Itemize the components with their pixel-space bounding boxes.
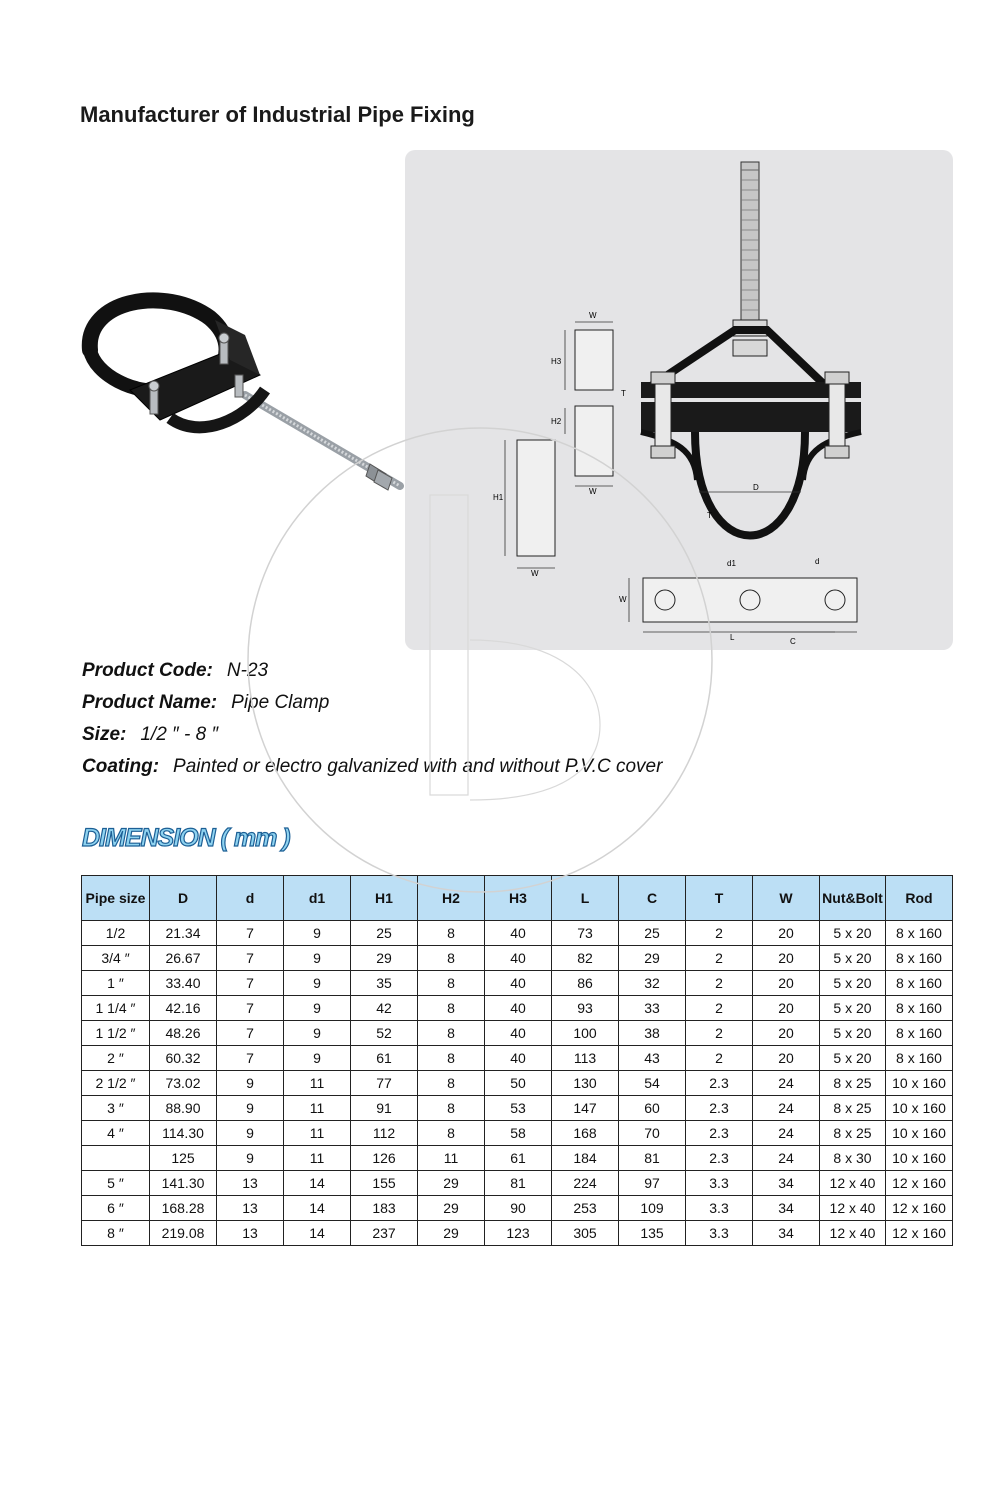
table-cell: 130: [552, 1071, 619, 1096]
table-cell: 2.3: [686, 1121, 753, 1146]
table-cell: 9: [284, 996, 351, 1021]
table-cell: 9: [284, 1046, 351, 1071]
table-cell: 13: [217, 1171, 284, 1196]
table-cell: 8 x 160: [886, 1021, 953, 1046]
technical-drawing-panel: [405, 150, 953, 650]
table-cell: [82, 1146, 150, 1171]
table-cell: 184: [552, 1146, 619, 1171]
table-cell: 7: [217, 921, 284, 946]
table-cell: 113: [552, 1046, 619, 1071]
table-cell: 20: [753, 1021, 820, 1046]
table-cell: 26.67: [150, 946, 217, 971]
table-cell: 8 x 160: [886, 921, 953, 946]
table-cell: 147: [552, 1096, 619, 1121]
table-cell: 29: [418, 1196, 485, 1221]
label-h3: H3: [551, 357, 562, 366]
table-cell: 9: [217, 1071, 284, 1096]
table-cell: 2 ″: [82, 1046, 150, 1071]
table-cell: 7: [217, 1046, 284, 1071]
label-w-bottom: W: [531, 569, 539, 578]
table-cell: 3/4 ″: [82, 946, 150, 971]
table-cell: 14: [284, 1171, 351, 1196]
table-cell: 10 x 160: [886, 1121, 953, 1146]
table-cell: 77: [351, 1071, 418, 1096]
label-w-top: W: [589, 311, 597, 320]
table-cell: 93: [552, 996, 619, 1021]
table-cell: 29: [418, 1221, 485, 1246]
table-cell: 24: [753, 1146, 820, 1171]
column-header: H3: [485, 876, 552, 921]
table-cell: 5 x 20: [820, 1021, 886, 1046]
table-cell: 20: [753, 921, 820, 946]
table-cell: 8 x 160: [886, 1046, 953, 1071]
table-cell: 135: [619, 1221, 686, 1246]
table-cell: 29: [418, 1171, 485, 1196]
table-cell: 40: [485, 1046, 552, 1071]
table-cell: 73.02: [150, 1071, 217, 1096]
table-cell: 60.32: [150, 1046, 217, 1071]
column-header: H2: [418, 876, 485, 921]
table-cell: 14: [284, 1221, 351, 1246]
product-size-row: [82, 724, 218, 746]
column-header: Nut&Bolt: [820, 876, 886, 921]
table-cell: 123: [485, 1221, 552, 1246]
label-w-mid: W: [589, 487, 597, 496]
table-cell: 8 x 160: [886, 946, 953, 971]
table-row: [82, 1171, 953, 1196]
table-cell: 12 x 160: [886, 1196, 953, 1221]
table-cell: 42: [351, 996, 418, 1021]
table-cell: 6 ″: [82, 1196, 150, 1221]
technical-drawing: [405, 150, 953, 650]
page-title: Manufacturer of Industrial Pipe Fixing: [80, 102, 475, 127]
label-t: T: [621, 389, 626, 398]
column-header: C: [619, 876, 686, 921]
table-cell: 1 1/4 ″: [82, 996, 150, 1021]
table-row: [82, 1021, 953, 1046]
table-row: [82, 1071, 953, 1096]
table-cell: 40: [485, 921, 552, 946]
table-row: [82, 1221, 953, 1246]
table-cell: 305: [552, 1221, 619, 1246]
label-h1: H1: [493, 493, 504, 502]
table-cell: 9: [284, 946, 351, 971]
table-row: [82, 1196, 953, 1221]
table-cell: 12 x 160: [886, 1221, 953, 1246]
table-cell: 2: [686, 921, 753, 946]
table-cell: 8: [418, 996, 485, 1021]
table-cell: 8: [418, 1096, 485, 1121]
table-cell: 34: [753, 1221, 820, 1246]
label-c: C: [790, 637, 796, 646]
table-cell: 20: [753, 971, 820, 996]
product-photo: [70, 280, 410, 520]
product-name-label: Product Name:: [82, 692, 218, 713]
table-cell: 2 1/2 ″: [82, 1071, 150, 1096]
table-row: [82, 971, 953, 996]
table-cell: 9: [217, 1096, 284, 1121]
table-row: [82, 1046, 953, 1071]
table-cell: 12 x 40: [820, 1171, 886, 1196]
table-cell: 8 x 160: [886, 996, 953, 1021]
table-cell: 20: [753, 996, 820, 1021]
table-cell: 12 x 40: [820, 1196, 886, 1221]
table-cell: 52: [351, 1021, 418, 1046]
dimension-table: [81, 875, 953, 1246]
table-cell: 3.3: [686, 1221, 753, 1246]
table-cell: 8: [418, 1071, 485, 1096]
table-cell: 50: [485, 1071, 552, 1096]
column-header: d: [217, 876, 284, 921]
table-cell: 114.30: [150, 1121, 217, 1146]
table-cell: 54: [619, 1071, 686, 1096]
table-cell: 81: [485, 1171, 552, 1196]
table-cell: 11: [284, 1071, 351, 1096]
product-name-row: [82, 692, 329, 714]
table-cell: 3 ″: [82, 1096, 150, 1121]
table-cell: 2.3: [686, 1096, 753, 1121]
product-code-row: [82, 660, 268, 682]
table-cell: 141.30: [150, 1171, 217, 1196]
label-t-arc: T: [707, 511, 712, 520]
table-cell: 8: [418, 971, 485, 996]
table-cell: 8: [418, 1121, 485, 1146]
table-cell: 60: [619, 1096, 686, 1121]
table-cell: 2.3: [686, 1071, 753, 1096]
table-cell: 7: [217, 1021, 284, 1046]
table-cell: 2: [686, 971, 753, 996]
table-cell: 38: [619, 1021, 686, 1046]
table-cell: 2: [686, 1046, 753, 1071]
table-cell: 168.28: [150, 1196, 217, 1221]
table-cell: 29: [351, 946, 418, 971]
table-cell: 11: [284, 1121, 351, 1146]
table-cell: 3.3: [686, 1196, 753, 1221]
table-cell: 10 x 160: [886, 1071, 953, 1096]
table-cell: 9: [217, 1121, 284, 1146]
table-cell: 29: [619, 946, 686, 971]
table-cell: 34: [753, 1196, 820, 1221]
table-cell: 8 x 160: [886, 971, 953, 996]
table-cell: 8: [418, 1046, 485, 1071]
table-cell: 20: [753, 946, 820, 971]
table-cell: 8: [418, 921, 485, 946]
table-cell: 58: [485, 1121, 552, 1146]
table-cell: 11: [284, 1096, 351, 1121]
column-header: T: [686, 876, 753, 921]
product-size-label: Size:: [82, 724, 127, 745]
table-cell: 8: [418, 946, 485, 971]
table-cell: 34: [753, 1171, 820, 1196]
column-header: Pipe size: [82, 876, 150, 921]
table-cell: 9: [284, 1021, 351, 1046]
table-cell: 33.40: [150, 971, 217, 996]
column-header: L: [552, 876, 619, 921]
table-cell: 8 x 25: [820, 1096, 886, 1121]
dimension-heading: DIMENSION ( mm ): [82, 824, 290, 852]
table-cell: 1/2: [82, 921, 150, 946]
table-cell: 12 x 160: [886, 1171, 953, 1196]
table-cell: 183: [351, 1196, 418, 1221]
table-cell: 14: [284, 1196, 351, 1221]
table-row: [82, 1096, 953, 1121]
product-coating-label: Coating:: [82, 756, 160, 777]
table-cell: 224: [552, 1171, 619, 1196]
column-header: W: [753, 876, 820, 921]
table-cell: 10 x 160: [886, 1146, 953, 1171]
table-cell: 33: [619, 996, 686, 1021]
table-cell: 97: [619, 1171, 686, 1196]
table-cell: 12 x 40: [820, 1221, 886, 1246]
table-cell: 8 x 25: [820, 1121, 886, 1146]
table-cell: 9: [284, 971, 351, 996]
table-cell: 40: [485, 946, 552, 971]
table-cell: 42.16: [150, 996, 217, 1021]
table-cell: 7: [217, 996, 284, 1021]
table-cell: 5 x 20: [820, 971, 886, 996]
table-cell: 32: [619, 971, 686, 996]
table-cell: 125: [150, 1146, 217, 1171]
table-cell: 8: [418, 1021, 485, 1046]
table-cell: 8 x 30: [820, 1146, 886, 1171]
column-header: D: [150, 876, 217, 921]
label-d1: d1: [727, 559, 736, 568]
table-cell: 24: [753, 1121, 820, 1146]
table-row: [82, 946, 953, 971]
table-cell: 109: [619, 1196, 686, 1221]
table-cell: 237: [351, 1221, 418, 1246]
table-cell: 40: [485, 1021, 552, 1046]
product-size-value: 1/2 ″ - 8 ″: [140, 724, 219, 745]
table-cell: 112: [351, 1121, 418, 1146]
table-cell: 90: [485, 1196, 552, 1221]
table-cell: 5 x 20: [820, 946, 886, 971]
table-cell: 2.3: [686, 1146, 753, 1171]
table-cell: 61: [351, 1046, 418, 1071]
label-d-diameter: D: [753, 483, 759, 492]
table-cell: 53: [485, 1096, 552, 1121]
table-cell: 8 x 25: [820, 1071, 886, 1096]
table-cell: 24: [753, 1096, 820, 1121]
table-row: [82, 1146, 953, 1171]
product-coating-value: Painted or electro galvanized with and without P.V.C cover: [173, 756, 663, 777]
table-cell: 7: [217, 971, 284, 996]
table-row: [82, 1121, 953, 1146]
table-cell: 81: [619, 1146, 686, 1171]
table-cell: 43: [619, 1046, 686, 1071]
table-cell: 40: [485, 971, 552, 996]
table-header-row: [82, 876, 953, 921]
table-row: [82, 996, 953, 1021]
product-code-value: N-23: [226, 660, 269, 681]
table-cell: 82: [552, 946, 619, 971]
table-cell: 2: [686, 946, 753, 971]
table-cell: 70: [619, 1121, 686, 1146]
table-cell: 3.3: [686, 1171, 753, 1196]
table-cell: 13: [217, 1221, 284, 1246]
product-code-label: Product Code:: [82, 660, 213, 681]
label-h2: H2: [551, 417, 562, 426]
table-cell: 25: [619, 921, 686, 946]
label-small-d: d: [815, 557, 820, 566]
table-cell: 9: [217, 1146, 284, 1171]
table-cell: 61: [485, 1146, 552, 1171]
table-cell: 40: [485, 996, 552, 1021]
table-cell: 73: [552, 921, 619, 946]
label-l: L: [730, 633, 735, 642]
table-cell: 7: [217, 946, 284, 971]
table-cell: 2: [686, 1021, 753, 1046]
table-cell: 88.90: [150, 1096, 217, 1121]
table-cell: 13: [217, 1196, 284, 1221]
table-cell: 2: [686, 996, 753, 1021]
table-cell: 48.26: [150, 1021, 217, 1046]
table-cell: 1 1/2 ″: [82, 1021, 150, 1046]
table-cell: 4 ″: [82, 1121, 150, 1146]
table-cell: 8 ″: [82, 1221, 150, 1246]
table-cell: 1 ″: [82, 971, 150, 996]
table-cell: 20: [753, 1046, 820, 1071]
product-name-value: Pipe Clamp: [231, 692, 330, 713]
column-header: d1: [284, 876, 351, 921]
table-cell: 86: [552, 971, 619, 996]
table-cell: 25: [351, 921, 418, 946]
table-cell: 5 x 20: [820, 1046, 886, 1071]
table-cell: 253: [552, 1196, 619, 1221]
table-cell: 21.34: [150, 921, 217, 946]
table-cell: 5 ″: [82, 1171, 150, 1196]
table-cell: 100: [552, 1021, 619, 1046]
table-cell: 9: [284, 921, 351, 946]
table-cell: 10 x 160: [886, 1096, 953, 1121]
table-cell: 35: [351, 971, 418, 996]
product-coating-row: [82, 756, 662, 778]
table-cell: 155: [351, 1171, 418, 1196]
table-cell: 91: [351, 1096, 418, 1121]
column-header: Rod: [886, 876, 953, 921]
table-cell: 11: [418, 1146, 485, 1171]
table-cell: 219.08: [150, 1221, 217, 1246]
table-cell: 5 x 20: [820, 996, 886, 1021]
table-cell: 11: [284, 1146, 351, 1171]
table-row: [82, 921, 953, 946]
table-cell: 5 x 20: [820, 921, 886, 946]
table-cell: 168: [552, 1121, 619, 1146]
table-cell: 126: [351, 1146, 418, 1171]
table-cell: 24: [753, 1071, 820, 1096]
label-w-plate: W: [619, 595, 627, 604]
column-header: H1: [351, 876, 418, 921]
